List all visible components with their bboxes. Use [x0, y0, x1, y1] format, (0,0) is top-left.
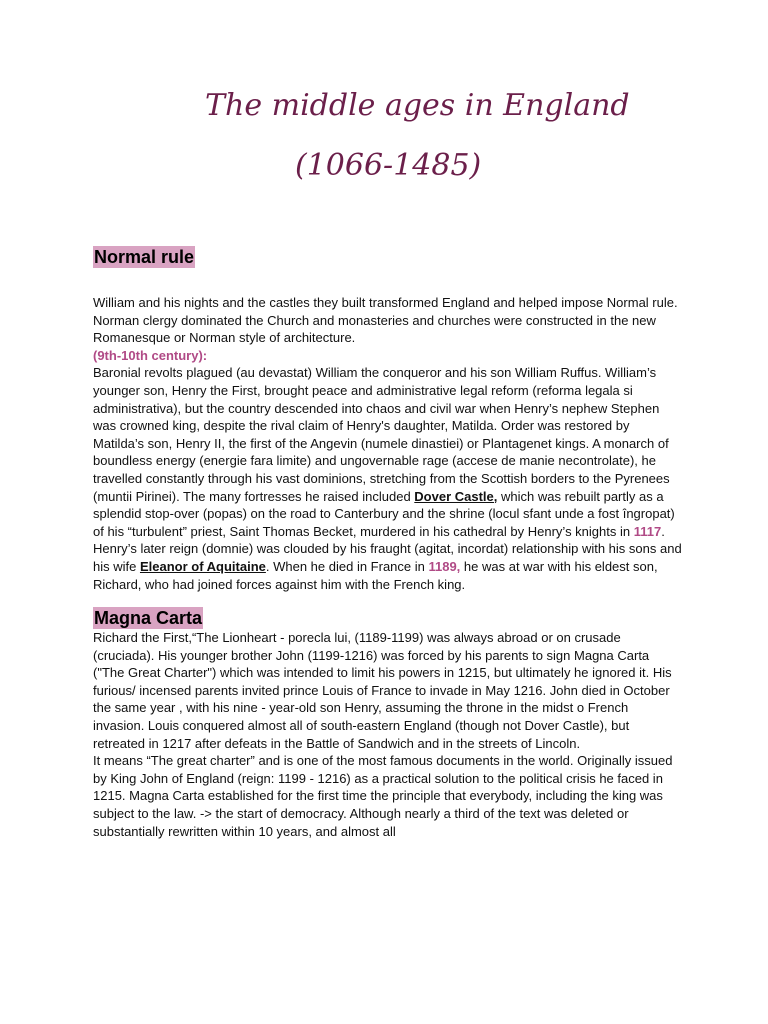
paragraph-text: . When he died in France in — [265, 558, 429, 574]
section-heading-normal-rule: Normal rule — [94, 247, 195, 267]
section-heading-magna-carta: Magna Carta — [94, 608, 203, 629]
title-line-2: (1066-1485) — [295, 148, 482, 183]
paragraph-text: Baronial revolts plagued (au devastat) William the conqueror and his son William Ruffus. William’s younger son, Henry the First, brought peace and administrative legal reform (reforma legala si administrativa), but the country descended into chaos and civil war when Henry’s nephew Stephen was crowned king, despite the rival claim of Henry's daughter, Matilda. Order was restored by Matilda’s son, Henry II, the first of the Angevin (numele dinastiei) or Plantagenet kings. A monarch of boundless energy (energie fara limite) and ungovernable rage (accese de manie necontrolate), he travelled constantly through his vast dominions, stretching from the Scottish borders to the Pyrenees (muntii Pirinei). The many fortresses he raised included — [93, 365, 670, 504]
paragraph-normal-rule-intro — [93, 294, 683, 593]
paragraph-text: which was rebuilt partly as a splendid stop-over (popas) on the road to Canterbury and the shrine (locul sfant unde a fost îngropat) of his “turbulent” priest, Saint Thomas Becket, murdered in his cathedral by Henry’s knights in — [93, 488, 675, 539]
paragraph-text: It means “The great charter” and is one of the most famous documents in the world. Originally issued by King John of England (reign: 1199 - 1216) as a practical solution to the political crisis he faced in 1215. Magna Carta established for the first time the principle that everybody, including the king was subject to the law. -> the start of democracy. Although nearly a third of the text was deleted or substantially rewritten within 10 years, and almost all — [93, 753, 673, 839]
paragraph-text: . — [661, 523, 665, 539]
title-line-1: The middle ages in England — [205, 88, 630, 123]
dover-castle-link[interactable]: Dover Castle, — [414, 488, 498, 504]
year-1189: 1189, — [428, 558, 461, 574]
paragraph-text: he was at war with his eldest son, Richard, who had joined forces against him with the French king. — [93, 558, 658, 592]
paragraph-text: Richard the First,“The Lionheart - porecla lui, (1189-1199) was always abroad or on crusade (cruciada). His younger brother John (1199-1216) was forced by his parents to sign Magna Carta ("The Great Charter") which was intended to limit his powers in 1215, but ultimately he ignored it. His furious/ incensed parents invited prince Louis of France to invade in May 1216. John died in October the same year , with his nine - year-old son Henry, assuming the throne in the midst o French invasion. Louis conquered almost all of south-eastern England (though not Dover Castle), but retreated in 1217 after defeats in the Battle of Sandwich and in the streets of Lincoln. — [93, 630, 672, 751]
century-label: (9th-10th century): — [93, 347, 208, 363]
eleanor-of-aquitaine-link[interactable]: Eleanor of Aquitaine — [139, 558, 266, 574]
paragraph-text: William and his nights and the castles they built transformed England and helped impose Normal rule. Norman clergy dominated the Church and monasteries and churches were constructed in the new Romanesque or Norman style of architecture. — [93, 295, 678, 346]
paragraph-text: Henry’s later reign (domnie) was clouded by his fraught (agitat, incordat) relationship with his sons and his wife — [93, 541, 682, 574]
year-1117: 1117 — [633, 523, 662, 539]
paragraph-magna-carta — [93, 629, 683, 840]
document-body — [93, 246, 683, 840]
